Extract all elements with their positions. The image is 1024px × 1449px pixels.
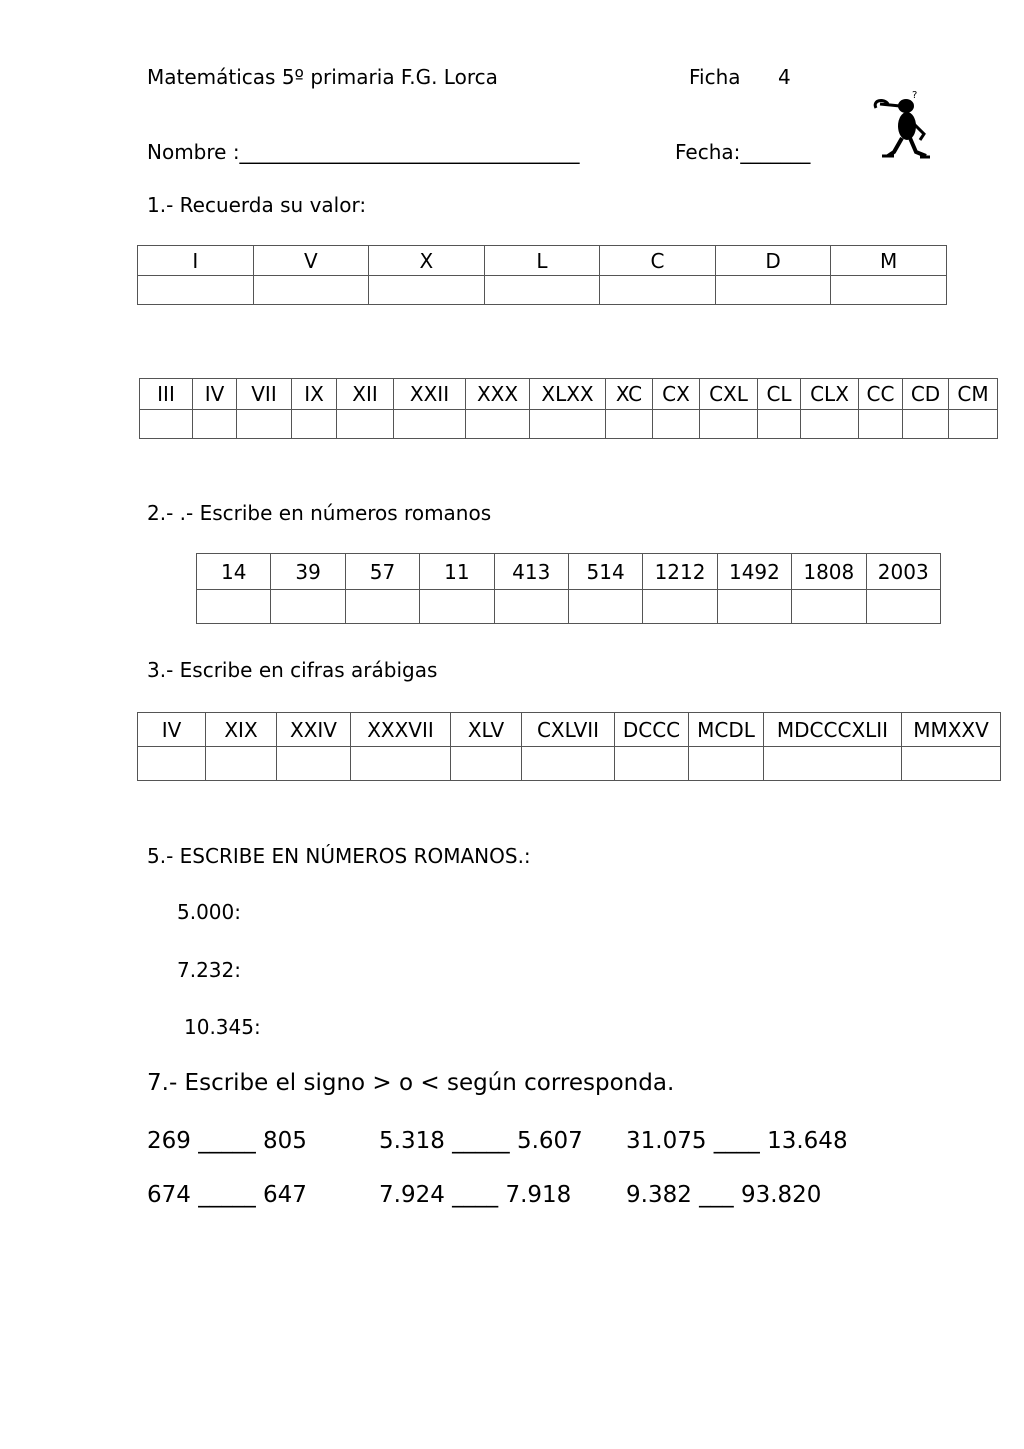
answer-cell[interactable] <box>600 276 716 305</box>
section-1-title: 1.- Recuerda su valor: <box>147 193 367 217</box>
answer-cell[interactable] <box>522 747 615 781</box>
date-field[interactable]: Fecha:_______ <box>675 140 811 164</box>
answer-cell[interactable] <box>700 410 758 439</box>
ficha-number: 4 <box>778 65 791 89</box>
roman-cell: CD <box>903 379 949 410</box>
answer-cell[interactable] <box>494 590 568 624</box>
answer-cell[interactable] <box>271 590 345 624</box>
worksheet-subject: Matemáticas 5º primaria F.G. Lorca <box>147 65 498 89</box>
comparison-item[interactable]: 9.382 ___ 93.820 <box>626 1182 822 1208</box>
section-2-title: 2.- .- Escribe en números romanos <box>147 501 492 525</box>
number-cell: 514 <box>568 554 642 590</box>
roman-cell: XLV <box>451 713 522 747</box>
arabic-to-roman-table <box>196 553 941 624</box>
roman-cell: XXII <box>394 379 466 410</box>
answer-cell[interactable] <box>277 747 351 781</box>
answer-cell[interactable] <box>643 590 717 624</box>
answer-cell[interactable] <box>949 410 998 439</box>
answer-cell[interactable] <box>138 747 206 781</box>
answer-cell[interactable] <box>689 747 764 781</box>
roman-cell: XXX <box>466 379 530 410</box>
section-3-title: 3.- Escribe en cifras arábigas <box>147 658 438 682</box>
answer-cell[interactable] <box>197 590 271 624</box>
number-cell: 1212 <box>643 554 717 590</box>
roman-cell: CX <box>653 379 700 410</box>
answer-cell[interactable] <box>801 410 859 439</box>
answer-cell[interactable] <box>903 410 949 439</box>
answer-cell[interactable] <box>902 747 1001 781</box>
roman-cell: MCDL <box>689 713 764 747</box>
answer-cell[interactable] <box>717 590 791 624</box>
roman-cell: C <box>600 246 716 276</box>
answer-cell[interactable] <box>369 276 485 305</box>
answer-cell[interactable] <box>764 747 902 781</box>
answer-cell[interactable] <box>337 410 394 439</box>
answer-cell[interactable] <box>758 410 801 439</box>
answer-cell[interactable] <box>715 276 831 305</box>
answer-cell[interactable] <box>615 747 689 781</box>
number-cell: 11 <box>420 554 494 590</box>
answer-cell[interactable] <box>530 410 606 439</box>
comparison-item[interactable]: 269 _____ 805 <box>147 1128 307 1154</box>
answer-cell[interactable] <box>237 410 292 439</box>
roman-numerals-table <box>139 378 998 439</box>
roman-cell: III <box>140 379 193 410</box>
roman-cell: XII <box>337 379 394 410</box>
exercise-item: 7.232: <box>177 958 241 982</box>
answer-cell[interactable] <box>653 410 700 439</box>
roman-cell: IV <box>193 379 237 410</box>
roman-cell: MDCCCXLII <box>764 713 902 747</box>
roman-values-table <box>137 245 947 305</box>
answer-cell[interactable] <box>866 590 940 624</box>
roman-cell: IV <box>138 713 206 747</box>
roman-cell: XIX <box>206 713 277 747</box>
roman-cell: XLXX <box>530 379 606 410</box>
comparison-item[interactable]: 7.924 ____ 7.918 <box>379 1182 572 1208</box>
roman-cell: XC <box>606 379 653 410</box>
roman-cell: IX <box>292 379 337 410</box>
answer-cell[interactable] <box>831 276 947 305</box>
answer-cell[interactable] <box>568 590 642 624</box>
comparison-item[interactable]: 31.075 ____ 13.648 <box>626 1128 848 1154</box>
roman-cell: CLX <box>801 379 859 410</box>
roman-cell: CC <box>859 379 903 410</box>
thinking-person-icon <box>868 86 934 162</box>
answer-cell[interactable] <box>206 747 277 781</box>
answer-cell[interactable] <box>292 410 337 439</box>
roman-cell: DCCC <box>615 713 689 747</box>
roman-cell: XXXVII <box>351 713 451 747</box>
answer-cell[interactable] <box>451 747 522 781</box>
svg-text:?: ? <box>912 90 918 101</box>
roman-cell: D <box>715 246 831 276</box>
number-cell: 2003 <box>866 554 940 590</box>
section-5-title: 5.- ESCRIBE EN NÚMEROS ROMANOS.: <box>147 844 531 868</box>
answer-cell[interactable] <box>420 590 494 624</box>
name-field[interactable]: Nombre :__________________________________ <box>147 140 580 164</box>
roman-cell: I <box>138 246 254 276</box>
roman-cell: CL <box>758 379 801 410</box>
answer-cell[interactable] <box>351 747 451 781</box>
roman-cell: MMXXV <box>902 713 1001 747</box>
number-cell: 39 <box>271 554 345 590</box>
answer-cell[interactable] <box>394 410 466 439</box>
answer-cell[interactable] <box>792 590 866 624</box>
answer-cell[interactable] <box>484 276 600 305</box>
answer-cell[interactable] <box>345 590 419 624</box>
answer-cell[interactable] <box>466 410 530 439</box>
number-cell: 57 <box>345 554 419 590</box>
ficha-label: Ficha <box>689 65 741 89</box>
roman-cell: M <box>831 246 947 276</box>
roman-cell: VII <box>237 379 292 410</box>
number-cell: 1808 <box>792 554 866 590</box>
section-7-title: 7.- Escribe el signo > o < según corresponda. <box>147 1070 675 1096</box>
exercise-item: 5.000: <box>177 900 241 924</box>
number-cell: 14 <box>197 554 271 590</box>
roman-cell: X <box>369 246 485 276</box>
number-cell: 413 <box>494 554 568 590</box>
roman-cell: CM <box>949 379 998 410</box>
roman-cell: CXL <box>700 379 758 410</box>
number-cell: 1492 <box>717 554 791 590</box>
comparison-item[interactable]: 674 _____ 647 <box>147 1182 307 1208</box>
answer-cell[interactable] <box>140 410 193 439</box>
roman-to-arabic-table <box>137 712 1001 781</box>
answer-cell[interactable] <box>606 410 653 439</box>
roman-cell: L <box>484 246 600 276</box>
exercise-item: 10.345: <box>184 1015 261 1039</box>
answer-cell[interactable] <box>193 410 237 439</box>
answer-cell[interactable] <box>859 410 903 439</box>
answer-cell[interactable] <box>253 276 369 305</box>
roman-cell: CXLVII <box>522 713 615 747</box>
roman-cell: V <box>253 246 369 276</box>
answer-cell[interactable] <box>138 276 254 305</box>
roman-cell: XXIV <box>277 713 351 747</box>
comparison-item[interactable]: 5.318 _____ 5.607 <box>379 1128 583 1154</box>
